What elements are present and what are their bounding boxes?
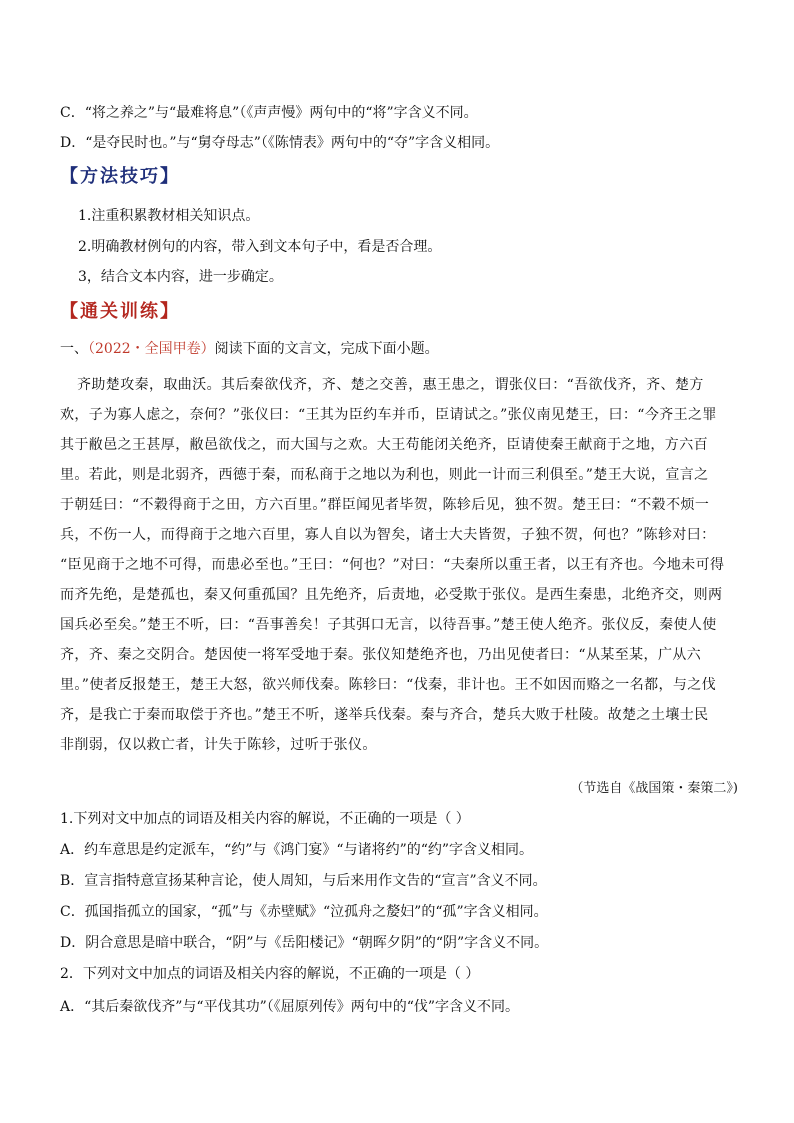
passage-line: 里。”使者反报楚王，楚王大怒，欲兴师伐秦。陈轸曰：“伐秦，非计也。王不如因而赂之一名都，与之伐 [60,677,717,693]
q1-option-d: D．阴合意思是暗中联合，“阴”与《岳阳楼记》“朝晖夕阴”的“阴”字含义不同。 [60,935,549,951]
passage-line: “臣见商于之地不可得，而患必至也。”王曰：“何也？”对曰：“夫秦所以重王者，以王有齐也。今地未可得 [60,557,725,573]
q1-option-b: B．宣言指特意宣扬某种言论，使人周知，与后来用作文告的“宣言”含义不同。 [60,873,547,889]
option-c-top: C．“将之养之”与“最难将息”（《声声慢》两句中的“将”字含义不同。 [60,105,478,121]
passage-line: 于朝廷曰：“不穀得商于之田，方六百里。”群臣闻见者毕贺，陈轸后见，独不贺。楚王曰：“不穀不烦一 [60,497,710,513]
method-item-2: 2.明确教材例句的内容，带入到文本句子中，看是否合理。 [78,239,442,255]
q2-option-a: A．“其后秦欲伐齐”与“平伐其功”（《屈原列传》两句中的“伐”字含义不同。 [60,999,520,1015]
option-d-top: D．“是夺民时也。”与“舅夺母志”（《陈情表》两句中的“夺”字含义相同。 [60,135,500,151]
passage-line: 齐助楚攻秦，取曲沃。其后秦欲伐齐，齐、楚之交善，惠王患之，谓张仪曰：“吾欲伐齐，齐、楚方 [77,377,704,393]
q1-option-c: C．孤国指孤立的国家，“孤”与《赤壁赋》“泣孤舟之嫠妇”的“孤”字含义相同。 [60,904,548,920]
passage-line: 其于敝邑之王甚厚，敝邑欲伐之，而大国与之欢。大王苟能闭关绝齐，臣请使秦王献商于之地，方六百 [60,437,708,453]
method-item-3: 3，结合文本内容，进一步确定。 [78,269,283,285]
question-intro [60,340,439,358]
passage-line: 里。若此，则是北弱齐，西德于秦，而私商于之地以为利也，则此一计而三利俱至。”楚王大说，宣言之 [60,467,709,483]
passage-source: （节选自《战国策・秦策二》) [570,781,738,796]
exam-source-tag: （2022・全国甲卷） [88,341,215,357]
q2-stem: 2．下列对文中加点的词语及相关内容的解说，不正确的一项是（ ） [60,966,480,982]
passage-line: 齐，是我亡于秦而取偿于齐也。”楚王不听，遂举兵伐秦。秦与齐合，楚兵大败于杜陵。故楚之土壤士民 [60,707,709,723]
method-heading: 【方法技巧】 [60,166,180,187]
passage-line: 非削弱，仅以救亡者，计失于陈轸，过听于张仪。 [60,737,377,753]
question-intro-text: 阅读下面的文言文，完成下面小题。 [214,341,439,357]
passage-line: 齐，齐、秦之交阴合。楚因使一将军受地于秦。张仪知楚绝齐也，乃出见使者曰：“从某至某，广从六 [60,647,702,663]
training-heading: 【通关训练】 [60,301,180,322]
method-item-1: 1.注重积累教材相关知识点。 [78,208,260,224]
passage-line: 欢，子为寡人虑之，奈何？”张仪曰：“王其为臣约车并币，臣请试之。”张仪南见楚王，曰：“今齐王之罪 [60,407,717,423]
passage-line: 国兵必至矣。”楚王不听，曰：“吾事善矣！子其弭口无言，以待吾事。”楚王使人绝齐。张仪反，秦使人使 [60,617,717,633]
q1-option-a: A．约车意思是约定派车，“约”与《鸿门宴》“与诸将约”的“约”字含义相同。 [60,842,534,858]
question-prefix: 一、 [60,341,88,357]
passage-line: 兵，不伤一人，而得商于之地六百里，寡人自以为智矣，诸士大夫皆贺，子独不贺，何也？”陈轸对曰： [60,527,716,543]
q1-stem: 1.下列对文中加点的词语及相关内容的解说，不正确的一项是（ ） [60,811,470,827]
passage-line: 而齐先绝，是楚孤也，秦又何重孤国？且先绝齐，后责地，必受欺于张仪。是西生秦患，北绝齐交，则两 [60,587,723,603]
